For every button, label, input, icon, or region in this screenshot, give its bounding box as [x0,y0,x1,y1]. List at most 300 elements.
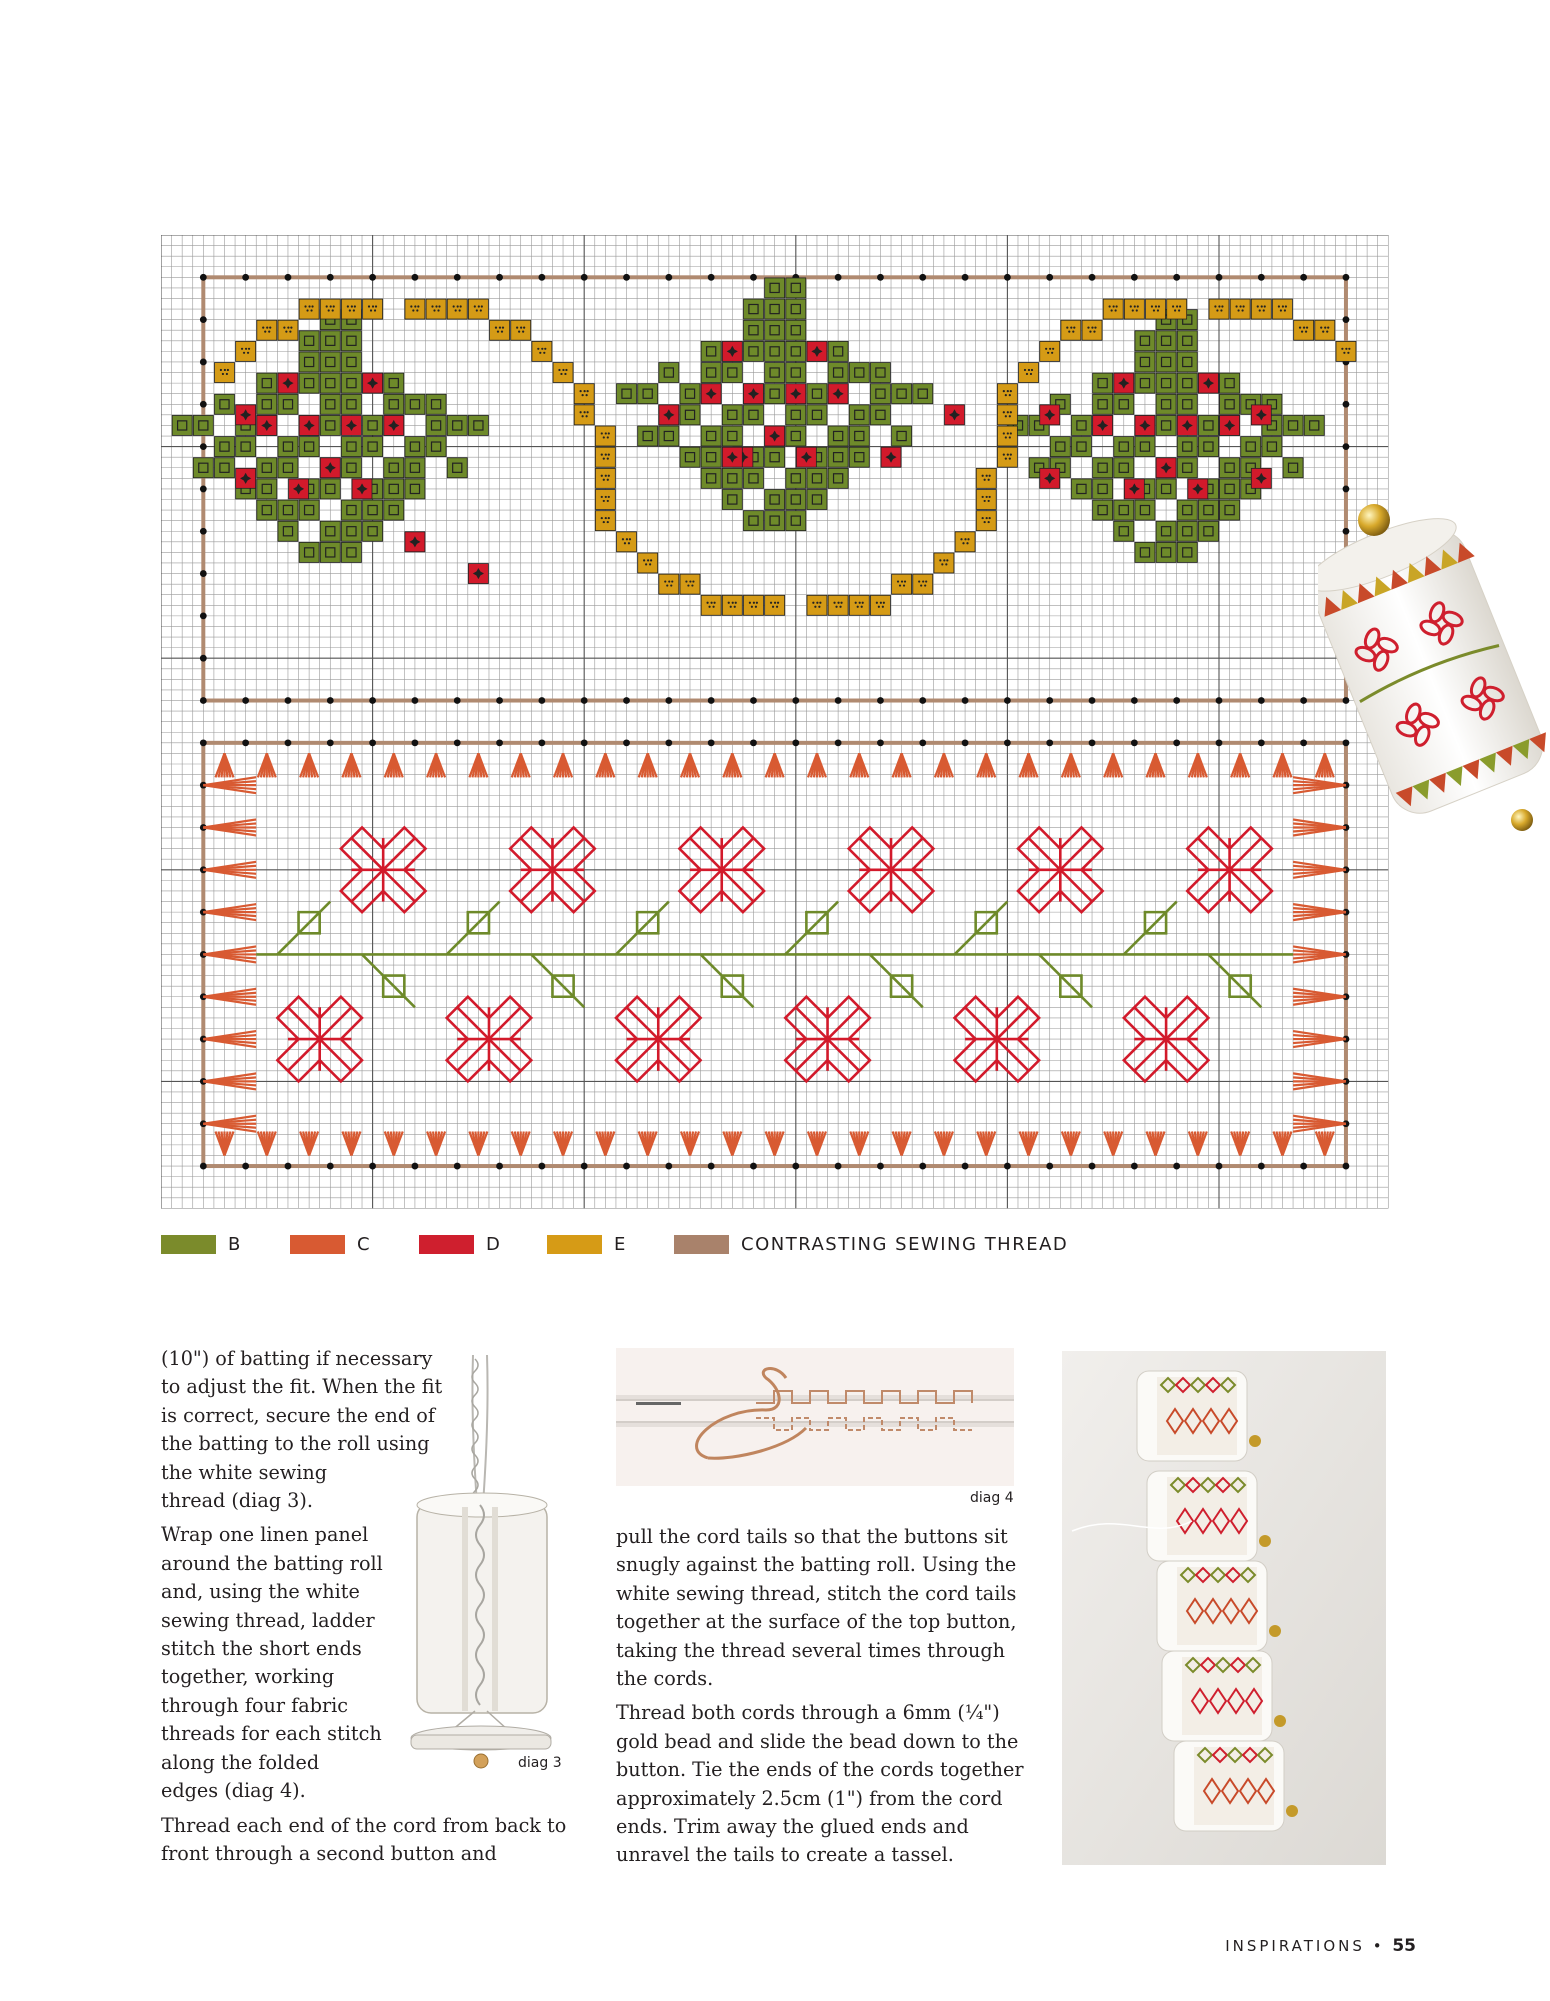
symbol [248,348,250,350]
green-stitch-fill [892,384,912,404]
dot [1089,697,1096,704]
green-stitch-fill [1220,479,1240,499]
symbol [247,352,249,354]
text-line: Wrap one linen panel [161,1523,369,1547]
gold-stitch [849,595,869,615]
symbol [1237,309,1239,311]
green-stitch [426,437,446,457]
symbol [713,602,715,604]
gold-stitch-fill [574,405,594,425]
symbol [924,584,926,586]
symbol [607,458,609,460]
red-flower-motif [679,827,764,912]
green-stitch [1198,521,1218,541]
dot [327,1163,334,1170]
symbol [601,475,603,477]
symbol [1009,436,1011,438]
symbol [520,327,522,329]
orange-fan-stitch [1231,1131,1249,1155]
green-stitch-fill [215,458,235,478]
symbol [1003,390,1005,392]
symbol [502,327,504,329]
green-stitch-fill [1156,352,1176,372]
symbol [584,411,586,413]
green-stitch [786,299,806,319]
text-line: gold bead and slide the bead down to the [616,1729,1019,1753]
green-stitch [320,542,340,562]
dot [1300,739,1307,746]
symbol [946,559,948,561]
green-stitch [384,458,404,478]
green-stitch [1156,352,1176,372]
green-stitch-fill [299,331,319,351]
symbol [628,542,630,544]
green-stitch [193,458,213,478]
symbol [989,496,991,498]
symbol [1264,305,1266,307]
green-stitch-fill [1114,437,1134,457]
symbol [226,373,228,375]
symbol [751,606,753,608]
red-stitch [1040,468,1060,488]
green-stitch [1198,437,1218,457]
green-stitch [701,341,721,361]
green-stitch-fill [257,394,277,414]
symbol [438,305,440,307]
green-stitch [405,479,425,499]
symbol [812,602,814,604]
orange-fan-stitch [554,1131,572,1155]
green-stitch-fill [659,363,679,383]
photo-spool [1174,1741,1298,1831]
green-stitch [172,415,192,435]
green-stitch [299,352,319,372]
symbol [497,331,499,333]
dot [1173,739,1180,746]
legend-item-b [161,1232,242,1256]
gold-stitch [532,341,552,361]
symbol [1010,390,1012,392]
red-flower-motif [510,827,595,912]
symbol [1070,327,1072,329]
symbol [304,305,306,307]
dot [835,1163,842,1170]
gold-stitch-fill [1082,320,1102,340]
orange-fan-stitch [596,753,614,777]
orange-fan-stitch [258,1131,276,1155]
symbol [607,500,609,502]
green-stitch [426,415,446,435]
dot [919,1163,926,1170]
gold-stitch-fill [1273,299,1293,319]
symbol [608,517,610,519]
green-stitch-fill [1220,500,1240,520]
symbol [608,475,610,477]
gold-stitch [870,595,890,615]
symbol [837,602,839,604]
dot [1300,274,1307,281]
symbol [605,475,607,477]
green-stitch [849,405,869,425]
gold-stitch-fill [299,299,319,319]
symbol [601,454,603,456]
gold-stitch-fill [1040,341,1060,361]
dot [1300,1163,1307,1170]
dot [1258,274,1265,281]
dot [1004,739,1011,746]
green-stitch-fill [870,384,890,404]
symbol [1136,309,1138,311]
symbol [647,559,649,561]
orange-fan-stitch [469,753,487,777]
red-flower-motif [341,827,426,912]
red-stitch [352,479,372,499]
symbol [601,496,603,498]
orange-fan-stitch [385,753,403,777]
red-flower-motif [616,997,701,1082]
orange-fan-stitch [258,753,276,777]
symbol [943,559,945,561]
orange-side-stitch [203,904,256,920]
dot [412,1163,419,1170]
orange-fan-stitch [1062,753,1080,777]
green-stitch-fill [447,458,467,478]
gold-stitch-fill [1124,299,1144,319]
green-stitch-fill [257,458,277,478]
dot [750,1163,757,1170]
gold-stitch-fill [595,468,615,488]
green-stitch [892,384,912,404]
gold-stitch-fill [278,320,298,340]
green-stitch-fill [722,363,742,383]
green-stitch [1220,394,1240,414]
green-stitch [405,458,425,478]
green-stitch [1135,437,1155,457]
dot [581,1163,588,1170]
gold-stitch-fill [828,595,848,615]
orange-fan-stitch [300,753,318,777]
red-stitch [722,341,742,361]
green-stitch [1177,542,1197,562]
symbol [984,479,986,481]
orange-side-stitch [203,1116,256,1132]
dot [623,274,630,281]
gold-stitch [997,405,1017,425]
red-stitch [1177,415,1197,435]
symbol [862,602,864,604]
spool-bead [1269,1625,1281,1637]
green-stitch-fill [1156,415,1176,435]
green-stitch-fill [1114,521,1134,541]
dot [877,697,884,704]
green-stitch-fill [299,500,319,520]
green-stitch [320,479,340,499]
symbol [1278,305,1280,307]
dot [538,274,545,281]
symbol [1299,327,1301,329]
symbol [414,305,416,307]
symbol [289,331,291,333]
symbol [689,580,691,582]
spool-bead [1274,1715,1286,1727]
dot [1004,1163,1011,1170]
symbol [603,500,605,502]
green-stitch [299,500,319,520]
gold-stitch [1336,341,1356,361]
dot [708,739,715,746]
green-stitch-fill [786,511,806,531]
text-line: Thread each end of the cord from back to [161,1813,567,1837]
symbol [1089,331,1091,333]
red-stitch [701,384,721,404]
symbol [941,563,943,565]
green-stitch-fill [765,511,785,531]
symbol [1327,327,1329,329]
green-stitch [1177,373,1197,393]
legend-item-c [290,1232,371,1256]
green-leaf-motif [447,902,500,955]
green-stitch-fill [320,542,340,562]
green-stitch-fill [1177,500,1197,520]
red-stitch [1135,415,1155,435]
gold-stitch [1167,299,1187,319]
green-stitch-fill [722,405,742,425]
gold-stitch-fill [215,363,235,383]
green-stitch [765,511,785,531]
orange-fan-stitch [1147,1131,1165,1155]
green-stitch [701,468,721,488]
dot [369,739,376,746]
green-stitch [1220,373,1240,393]
green-stitch-fill [1198,521,1218,541]
symbol [1051,352,1053,354]
dot [792,697,799,704]
gold-stitch-fill [722,595,742,615]
red-flower-motif [1187,827,1272,912]
gold-stitch [405,299,425,319]
green-stitch [786,511,806,531]
dot [327,739,334,746]
symbol [587,411,589,413]
legend-item-sewing-thread [674,1232,1068,1256]
symbol [603,436,605,438]
dot [200,316,207,323]
symbol [1322,331,1324,333]
symbol [1153,309,1155,311]
symbol [537,348,539,350]
legend-label: CONTRASTING SEWING THREAD [741,1233,1069,1255]
dot [1258,1163,1265,1170]
orange-fan-stitch [977,1131,995,1155]
gold-stitch [595,447,615,467]
text-line: through four fabric [161,1693,349,1717]
green-leaf-motif [870,954,923,1007]
green-stitch-fill [363,415,383,435]
symbol [605,432,607,434]
orange-side-stitch [203,1073,256,1089]
symbol [1073,327,1075,329]
symbol [1005,415,1007,417]
green-stitch-fill [1304,415,1324,435]
gold-stitch [490,320,510,340]
dot [962,697,969,704]
gold-stitch-fill [1061,320,1081,340]
symbol [1031,369,1033,371]
symbol [859,602,861,604]
gold-stitch-fill [680,574,700,594]
green-stitch [638,426,658,446]
thread-legend [161,1232,1361,1256]
symbol [1235,305,1237,307]
symbol [835,606,837,608]
orange-fan-stitch [681,1131,699,1155]
symbol [351,305,353,307]
gold-stitch-fill [574,384,594,404]
red-stitch [1220,415,1240,435]
symbol [1068,331,1070,333]
gold-stitch [278,320,298,340]
symbol [1072,331,1074,333]
green-stitch [701,426,721,446]
green-stitch-fill [765,320,785,340]
dot [1046,697,1053,704]
symbol [967,538,969,540]
green-stitch [765,341,785,361]
green-stitch [680,405,700,425]
green-stitch [384,479,404,499]
green-stitch-fill [405,394,425,414]
gold-stitch-fill [511,320,531,340]
dot [538,739,545,746]
green-stitch [1156,542,1176,562]
red-stitch [236,468,256,488]
green-stitch-fill [405,437,425,457]
green-stitch [786,405,806,425]
symbol [1178,309,1180,311]
text-line: stitch the short ends [161,1637,362,1661]
green-stitch [1093,458,1113,478]
green-stitch [1114,521,1134,541]
gold-stitch-fill [1209,299,1229,319]
green-stitch [849,363,869,383]
body-column-2 [616,1523,1036,1876]
green-stitch [765,320,785,340]
symbol [1285,305,1287,307]
gold-stitch [595,468,615,488]
green-stitch [1135,373,1155,393]
symbol [986,496,988,498]
symbol [1026,373,1028,375]
green-stitch-fill [765,341,785,361]
gold-stitch [257,320,277,340]
orange-side-stitch [203,777,256,793]
symbol [1003,432,1005,434]
gold-stitch-fill [595,511,615,531]
green-stitch [320,521,340,541]
green-leaf-motif [955,902,1008,955]
red-flower-motif [955,997,1040,1082]
text-line: to adjust the fit. When the fit [161,1375,443,1399]
dot [200,570,207,577]
green-stitch [659,363,679,383]
orange-fan-stitch [342,753,360,777]
spool-image [1318,498,1550,833]
symbol [501,331,503,333]
leaf-vein [468,902,500,934]
green-stitch-fill [1262,437,1282,457]
green-stitch-fill [426,394,446,414]
symbol [544,348,546,350]
dot [369,697,376,704]
symbol [262,327,264,329]
green-stitch [701,447,721,467]
green-stitch-fill [341,394,361,414]
green-stitch [870,384,890,404]
symbol [692,580,694,582]
gold-stitch-fill [595,426,615,446]
symbol [565,369,567,371]
green-stitch-fill [765,447,785,467]
green-stitch [828,363,848,383]
green-stitch [1156,521,1176,541]
symbol [753,602,755,604]
gold-stitch-fill [257,320,277,340]
orange-fan-stitch [554,753,572,777]
green-stitch [765,447,785,467]
green-stitch-fill [299,542,319,562]
green-stitch-fill [786,363,806,383]
green-stitch-fill [341,437,361,457]
symbol [918,580,920,582]
green-stitch-fill [722,490,742,510]
green-stitch-fill [870,405,890,425]
gold-stitch-fill [659,574,679,594]
symbol [1010,411,1012,413]
green-stitch-fill [744,511,764,531]
green-stitch-fill [1220,373,1240,393]
gold-stitch [976,468,996,488]
green-stitch-fill [701,468,721,488]
symbol [1320,327,1322,329]
green-leaf-motif [1124,902,1177,955]
dot [242,1163,249,1170]
green-stitch [828,447,848,467]
legend-label: C [357,1233,372,1255]
dot [412,697,419,704]
dot [454,1163,461,1170]
green-stitch [257,500,277,520]
symbol [982,517,984,519]
gold-stitch [1103,299,1123,319]
symbol [437,309,439,311]
green-stitch [744,320,764,340]
dot [1343,443,1350,450]
green-stitch-fill [1241,437,1261,457]
symbol [435,305,437,307]
green-stitch [722,490,742,510]
symbol [666,584,668,586]
green-stitch [722,468,742,488]
green-stitch-fill [1177,394,1197,414]
gold-stitch-fill [363,299,383,319]
text-line: along the folded [161,1750,320,1774]
green-stitch [1177,394,1197,414]
green-stitch-fill [722,426,742,446]
symbol [310,309,312,311]
symbol [290,327,292,329]
green-stitch-fill [278,437,298,457]
symbol [227,369,229,371]
